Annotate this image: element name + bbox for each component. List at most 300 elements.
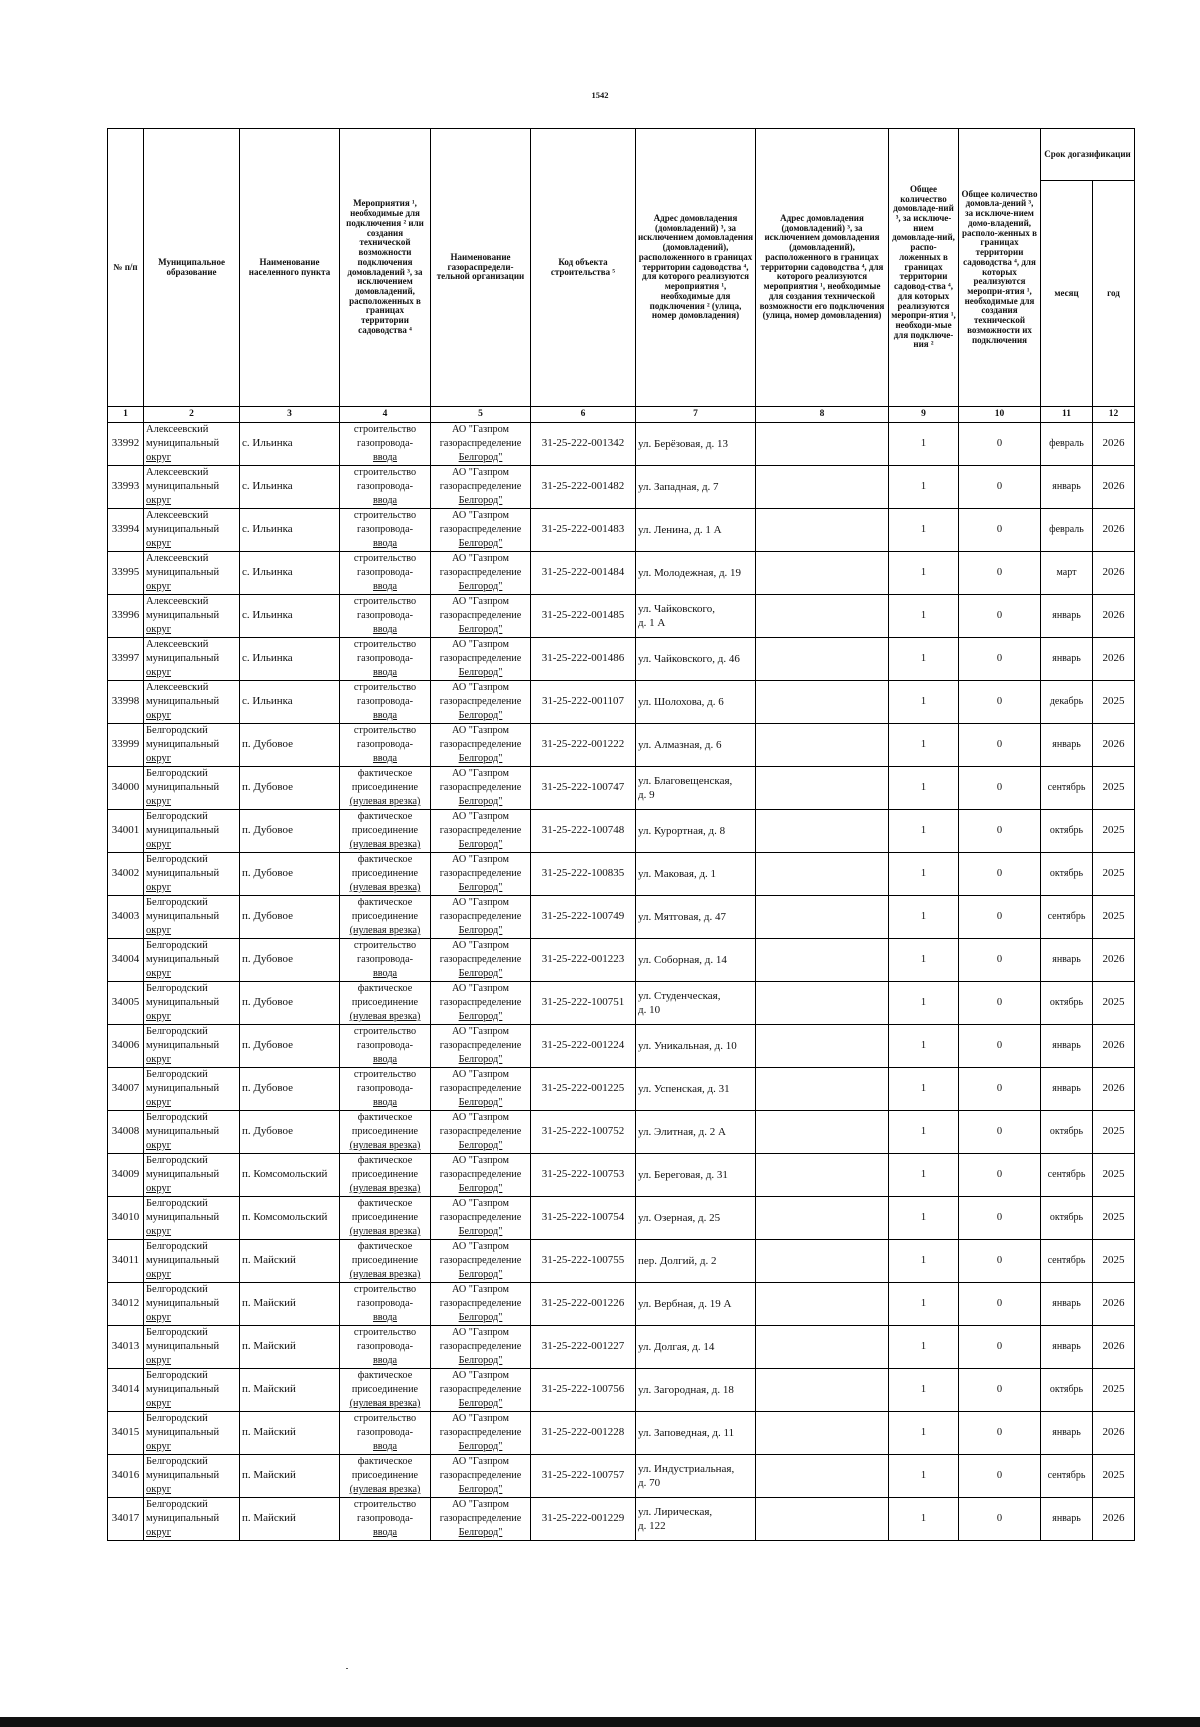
event-cell <box>340 1154 431 1197</box>
gas-org-line: АО "Газпром <box>452 1370 509 1381</box>
event-cell <box>340 466 431 509</box>
municipality-cell <box>144 1154 240 1197</box>
gas-org-cell <box>431 681 531 724</box>
municipality-line: муниципальный <box>146 653 220 664</box>
gas-org-cell <box>431 1455 531 1498</box>
municipality-line: муниципальный <box>146 696 220 707</box>
object-code-cell: 31-25-222-100755 <box>531 1240 636 1283</box>
gas-org-cell <box>431 853 531 896</box>
gas-org-cell <box>431 1498 531 1541</box>
count-connection-cell: 1 <box>889 724 959 767</box>
municipality-line: округ <box>146 1183 172 1194</box>
gas-org-line: АО "Газпром <box>452 1241 509 1252</box>
gas-org-line: газораспределение <box>439 438 522 449</box>
gas-org-cell <box>431 423 531 466</box>
municipality-cell <box>144 810 240 853</box>
header-month: месяц <box>1041 181 1093 407</box>
address-capacity-cell <box>756 1111 889 1154</box>
event-line: (нулевая врезка) <box>349 882 421 893</box>
table-row <box>108 1369 1135 1412</box>
event-line: ввода <box>372 1527 398 1538</box>
gas-org-cell <box>431 509 531 552</box>
month-cell: март <box>1041 552 1093 595</box>
settlement-cell: п. Дубовое <box>240 982 340 1025</box>
event-line: ввода <box>372 538 398 549</box>
gas-org-line: АО "Газпром <box>452 682 509 693</box>
municipality-cell <box>144 767 240 810</box>
event-line: присоединение <box>351 1212 419 1223</box>
gas-org-line: Белгород" <box>458 968 503 979</box>
municipality-line: округ <box>146 1484 172 1495</box>
year-cell: 2026 <box>1093 1068 1135 1111</box>
municipality-line: округ <box>146 624 172 635</box>
address-capacity-cell <box>756 1369 889 1412</box>
address-capacity-cell <box>756 1025 889 1068</box>
municipality-cell <box>144 423 240 466</box>
row-number: 34013 <box>108 1326 144 1369</box>
table-row <box>108 1455 1135 1498</box>
gas-org-line: газораспределение <box>439 997 522 1008</box>
event-line: (нулевая врезка) <box>349 1484 421 1495</box>
header-municipality: Муниципальное образование <box>144 129 240 407</box>
address-capacity-cell <box>756 552 889 595</box>
gas-org-line: АО "Газпром <box>452 811 509 822</box>
table-row <box>108 1197 1135 1240</box>
object-code-cell: 31-25-222-001222 <box>531 724 636 767</box>
object-code-cell: 31-25-222-001485 <box>531 595 636 638</box>
gas-org-line: Белгород" <box>458 882 503 893</box>
month-cell: сентябрь <box>1041 1240 1093 1283</box>
count-connection-cell: 1 <box>889 939 959 982</box>
object-code-cell: 31-25-222-001224 <box>531 1025 636 1068</box>
municipality-cell <box>144 1025 240 1068</box>
gas-org-line: Белгород" <box>458 1527 503 1538</box>
gas-org-line: газораспределение <box>439 1427 522 1438</box>
count-connection-cell: 1 <box>889 853 959 896</box>
address-capacity-cell <box>756 1240 889 1283</box>
count-connection-cell: 1 <box>889 1111 959 1154</box>
municipality-line: муниципальный <box>146 739 220 750</box>
event-cell <box>340 1455 431 1498</box>
address-capacity-cell <box>756 1154 889 1197</box>
count-capacity-cell: 0 <box>959 896 1041 939</box>
municipality-line: округ <box>146 1097 172 1108</box>
count-capacity-cell: 0 <box>959 1455 1041 1498</box>
municipality-line: Белгородский <box>146 1327 208 1338</box>
table-row <box>108 466 1135 509</box>
column-number: 3 <box>240 407 340 423</box>
event-line: газопровода- <box>356 1298 414 1309</box>
address-line: ул. Индустриальная, <box>638 1463 735 1475</box>
gas-org-line: газораспределение <box>439 739 522 750</box>
row-number: 34014 <box>108 1369 144 1412</box>
count-capacity-cell: 0 <box>959 982 1041 1025</box>
event-line: фактическое <box>357 768 413 779</box>
event-cell <box>340 552 431 595</box>
count-connection-cell: 1 <box>889 1240 959 1283</box>
count-connection-cell: 1 <box>889 1498 959 1541</box>
gas-org-line: АО "Газпром <box>452 596 509 607</box>
address-capacity-cell <box>756 638 889 681</box>
event-line: фактическое <box>357 983 413 994</box>
municipality-line: Алексеевский <box>146 639 209 650</box>
gas-org-line: АО "Газпром <box>452 1413 509 1424</box>
table-row <box>108 1240 1135 1283</box>
event-cell <box>340 1240 431 1283</box>
event-line: строительство <box>353 1413 417 1424</box>
address-line: ул. Соборная, д. 14 <box>638 954 727 966</box>
municipality-line: Белгородский <box>146 1198 208 1209</box>
count-capacity-cell: 0 <box>959 1111 1041 1154</box>
column-number: 12 <box>1093 407 1135 423</box>
municipality-line: округ <box>146 1011 172 1022</box>
settlement-cell: п. Дубовое <box>240 724 340 767</box>
gas-org-line: Белгород" <box>458 1183 503 1194</box>
year-cell: 2026 <box>1093 939 1135 982</box>
event-cell <box>340 810 431 853</box>
table-row <box>108 1111 1135 1154</box>
address-line: ул. Благовещенская, <box>638 775 733 787</box>
event-line: присоединение <box>351 911 419 922</box>
gas-org-cell <box>431 466 531 509</box>
address-cell <box>636 896 756 939</box>
gas-org-cell <box>431 1283 531 1326</box>
count-capacity-cell: 0 <box>959 724 1041 767</box>
row-number: 33998 <box>108 681 144 724</box>
object-code-cell: 31-25-222-001223 <box>531 939 636 982</box>
month-cell: январь <box>1041 595 1093 638</box>
gas-org-line: Белгород" <box>458 1269 503 1280</box>
municipality-line: муниципальный <box>146 1427 220 1438</box>
gas-org-line: газораспределение <box>439 696 522 707</box>
event-cell <box>340 724 431 767</box>
row-number: 34005 <box>108 982 144 1025</box>
gas-org-line: АО "Газпром <box>452 1069 509 1080</box>
object-code-cell: 31-25-222-100753 <box>531 1154 636 1197</box>
address-capacity-cell <box>756 1197 889 1240</box>
address-line: ул. Маковая, д. 1 <box>638 868 717 880</box>
header-deadline: Срок догазификации <box>1041 129 1135 181</box>
gas-org-line: АО "Газпром <box>452 1198 509 1209</box>
count-capacity-cell: 0 <box>959 681 1041 724</box>
municipality-line: округ <box>146 753 172 764</box>
count-connection-cell: 1 <box>889 1197 959 1240</box>
address-cell <box>636 767 756 810</box>
address-cell <box>636 595 756 638</box>
event-cell <box>340 423 431 466</box>
table-row <box>108 1412 1135 1455</box>
header-year: год <box>1093 181 1135 407</box>
event-line: газопровода- <box>356 481 414 492</box>
municipality-line: округ <box>146 839 172 850</box>
gas-org-line: Белгород" <box>458 1355 503 1366</box>
gas-org-cell <box>431 1111 531 1154</box>
gas-org-cell <box>431 1025 531 1068</box>
municipality-line: Алексеевский <box>146 553 209 564</box>
municipality-line: муниципальный <box>146 1341 220 1352</box>
gas-org-line: АО "Газпром <box>452 725 509 736</box>
municipality-line: округ <box>146 667 172 678</box>
municipality-line: Белгородский <box>146 1241 208 1252</box>
event-line: ввода <box>372 753 398 764</box>
municipality-line: Алексеевский <box>146 596 209 607</box>
object-code-cell: 31-25-222-100751 <box>531 982 636 1025</box>
gas-org-line: АО "Газпром <box>452 553 509 564</box>
event-line: фактическое <box>357 1370 413 1381</box>
address-cell <box>636 1025 756 1068</box>
row-number: 34010 <box>108 1197 144 1240</box>
event-line: фактическое <box>357 1198 413 1209</box>
event-line: газопровода- <box>356 610 414 621</box>
object-code-cell: 31-25-222-001229 <box>531 1498 636 1541</box>
address-line: д. 122 <box>638 1520 666 1532</box>
event-line: ввода <box>372 1441 398 1452</box>
gas-org-cell <box>431 552 531 595</box>
event-line: фактическое <box>357 1241 413 1252</box>
municipality-line: муниципальный <box>146 825 220 836</box>
row-number: 33996 <box>108 595 144 638</box>
event-line: (нулевая врезка) <box>349 796 421 807</box>
event-cell <box>340 982 431 1025</box>
event-cell <box>340 767 431 810</box>
municipality-cell <box>144 982 240 1025</box>
gas-org-line: Белгород" <box>458 1011 503 1022</box>
municipality-line: округ <box>146 538 172 549</box>
row-number: 33994 <box>108 509 144 552</box>
municipality-line: муниципальный <box>146 911 220 922</box>
address-cell <box>636 552 756 595</box>
event-line: ввода <box>372 968 398 979</box>
municipality-line: муниципальный <box>146 1298 220 1309</box>
object-code-cell: 31-25-222-100749 <box>531 896 636 939</box>
address-line: ул. Долгая, д. 14 <box>638 1341 715 1353</box>
address-cell <box>636 509 756 552</box>
count-connection-cell: 1 <box>889 1369 959 1412</box>
event-cell <box>340 1025 431 1068</box>
address-cell <box>636 1283 756 1326</box>
municipality-line: муниципальный <box>146 1126 220 1137</box>
year-cell: 2025 <box>1093 1369 1135 1412</box>
event-line: (нулевая врезка) <box>349 1226 421 1237</box>
municipality-cell <box>144 1412 240 1455</box>
event-line: присоединение <box>351 1384 419 1395</box>
settlement-cell: п. Майский <box>240 1240 340 1283</box>
row-number: 34004 <box>108 939 144 982</box>
address-capacity-cell <box>756 423 889 466</box>
month-cell: январь <box>1041 1326 1093 1369</box>
year-cell: 2025 <box>1093 1154 1135 1197</box>
table-row <box>108 982 1135 1025</box>
row-number: 33999 <box>108 724 144 767</box>
header-num: № п/п <box>108 129 144 407</box>
municipality-cell <box>144 1369 240 1412</box>
municipality-line: округ <box>146 882 172 893</box>
address-cell <box>636 423 756 466</box>
municipality-line: муниципальный <box>146 997 220 1008</box>
address-line: ул. Ленина, д. 1 А <box>638 524 722 536</box>
count-connection-cell: 1 <box>889 552 959 595</box>
year-cell: 2025 <box>1093 1455 1135 1498</box>
gas-org-line: Белгород" <box>458 1097 503 1108</box>
municipality-line: Белгородский <box>146 725 208 736</box>
event-line: (нулевая врезка) <box>349 1011 421 1022</box>
event-line: фактическое <box>357 1456 413 1467</box>
count-capacity-cell: 0 <box>959 853 1041 896</box>
gas-org-line: Белгород" <box>458 925 503 936</box>
municipality-line: муниципальный <box>146 1040 220 1051</box>
address-cell <box>636 1326 756 1369</box>
municipality-line: муниципальный <box>146 1384 220 1395</box>
municipality-line: муниципальный <box>146 1212 220 1223</box>
address-cell <box>636 1498 756 1541</box>
gas-org-cell <box>431 939 531 982</box>
table-row <box>108 896 1135 939</box>
event-line: газопровода- <box>356 1083 414 1094</box>
address-capacity-cell <box>756 810 889 853</box>
municipality-line: округ <box>146 1054 172 1065</box>
gas-org-line: АО "Газпром <box>452 1327 509 1338</box>
municipality-cell <box>144 1197 240 1240</box>
municipality-line: муниципальный <box>146 1169 220 1180</box>
gasification-table <box>107 128 1135 1541</box>
address-capacity-cell <box>756 1283 889 1326</box>
month-cell: сентябрь <box>1041 1154 1093 1197</box>
address-line: д. 9 <box>638 789 655 801</box>
settlement-cell: п. Дубовое <box>240 853 340 896</box>
event-line: (нулевая врезка) <box>349 839 421 850</box>
municipality-line: округ <box>146 452 172 463</box>
address-line: ул. Вербная, д. 19 А <box>638 1298 732 1310</box>
event-cell <box>340 595 431 638</box>
month-cell: январь <box>1041 1025 1093 1068</box>
count-connection-cell: 1 <box>889 1025 959 1068</box>
event-line: газопровода- <box>356 739 414 750</box>
year-cell: 2025 <box>1093 896 1135 939</box>
gas-org-line: газораспределение <box>439 1470 522 1481</box>
municipality-line: Белгородский <box>146 1499 208 1510</box>
gas-org-line: Белгород" <box>458 667 503 678</box>
event-line: газопровода- <box>356 696 414 707</box>
event-line: фактическое <box>357 897 413 908</box>
year-cell: 2025 <box>1093 1240 1135 1283</box>
event-line: газопровода- <box>356 1341 414 1352</box>
municipality-cell <box>144 509 240 552</box>
municipality-line: муниципальный <box>146 438 220 449</box>
municipality-line: Белгородский <box>146 811 208 822</box>
column-number: 4 <box>340 407 431 423</box>
municipality-cell <box>144 1068 240 1111</box>
count-capacity-cell: 0 <box>959 1412 1041 1455</box>
table-header <box>108 129 1135 407</box>
row-number: 34017 <box>108 1498 144 1541</box>
event-line: строительство <box>353 553 417 564</box>
municipality-line: муниципальный <box>146 610 220 621</box>
municipality-line: Белгородский <box>146 1456 208 1467</box>
event-line: строительство <box>353 1026 417 1037</box>
event-cell <box>340 681 431 724</box>
settlement-cell: с. Ильинка <box>240 423 340 466</box>
event-line: присоединение <box>351 782 419 793</box>
municipality-line: муниципальный <box>146 567 220 578</box>
year-cell: 2026 <box>1093 466 1135 509</box>
gas-org-cell <box>431 1068 531 1111</box>
municipality-line: Белгородский <box>146 1413 208 1424</box>
municipality-line: округ <box>146 1269 172 1280</box>
table-row <box>108 939 1135 982</box>
month-cell: январь <box>1041 1412 1093 1455</box>
municipality-line: Белгородский <box>146 1284 208 1295</box>
municipality-line: муниципальный <box>146 782 220 793</box>
settlement-cell: с. Ильинка <box>240 595 340 638</box>
row-number: 34001 <box>108 810 144 853</box>
row-number: 34008 <box>108 1111 144 1154</box>
count-capacity-cell: 0 <box>959 1326 1041 1369</box>
settlement-cell: п. Дубовое <box>240 939 340 982</box>
count-connection-cell: 1 <box>889 1455 959 1498</box>
event-line: ввода <box>372 581 398 592</box>
count-connection-cell: 1 <box>889 423 959 466</box>
table-row <box>108 1154 1135 1197</box>
gas-org-cell <box>431 1240 531 1283</box>
gas-org-line: газораспределение <box>439 567 522 578</box>
municipality-cell <box>144 466 240 509</box>
count-connection-cell: 1 <box>889 767 959 810</box>
settlement-cell: п. Дубовое <box>240 810 340 853</box>
municipality-line: округ <box>146 1398 172 1409</box>
gas-org-cell <box>431 638 531 681</box>
address-line: ул. Чайковского, <box>638 603 715 615</box>
table-row <box>108 595 1135 638</box>
gas-org-line: газораспределение <box>439 1513 522 1524</box>
gas-org-line: газораспределение <box>439 653 522 664</box>
event-line: ввода <box>372 624 398 635</box>
month-cell: январь <box>1041 724 1093 767</box>
month-cell: октябрь <box>1041 1369 1093 1412</box>
settlement-cell: п. Майский <box>240 1369 340 1412</box>
address-cell <box>636 1154 756 1197</box>
settlement-cell: п. Майский <box>240 1412 340 1455</box>
address-capacity-cell <box>756 1498 889 1541</box>
year-cell: 2026 <box>1093 1412 1135 1455</box>
settlement-cell: п. Майский <box>240 1455 340 1498</box>
gas-org-line: АО "Газпром <box>452 1284 509 1295</box>
column-number: 1 <box>108 407 144 423</box>
address-line: ул. Студенческая, <box>638 990 721 1002</box>
gas-org-line: газораспределение <box>439 1384 522 1395</box>
gas-org-cell <box>431 810 531 853</box>
event-cell <box>340 896 431 939</box>
address-cell <box>636 810 756 853</box>
gas-org-line: Белгород" <box>458 1054 503 1065</box>
event-line: фактическое <box>357 1155 413 1166</box>
municipality-cell <box>144 595 240 638</box>
month-cell: февраль <box>1041 423 1093 466</box>
month-cell: октябрь <box>1041 853 1093 896</box>
object-code-cell: 31-25-222-100748 <box>531 810 636 853</box>
count-connection-cell: 1 <box>889 1154 959 1197</box>
event-line: газопровода- <box>356 567 414 578</box>
count-capacity-cell: 0 <box>959 1197 1041 1240</box>
year-cell: 2026 <box>1093 552 1135 595</box>
event-line: фактическое <box>357 1112 413 1123</box>
object-code-cell: 31-25-222-001484 <box>531 552 636 595</box>
event-cell <box>340 638 431 681</box>
municipality-line: Белгородский <box>146 768 208 779</box>
municipality-line: Белгородский <box>146 940 208 951</box>
count-capacity-cell: 0 <box>959 552 1041 595</box>
municipality-cell <box>144 1111 240 1154</box>
municipality-line: Белгородский <box>146 1112 208 1123</box>
